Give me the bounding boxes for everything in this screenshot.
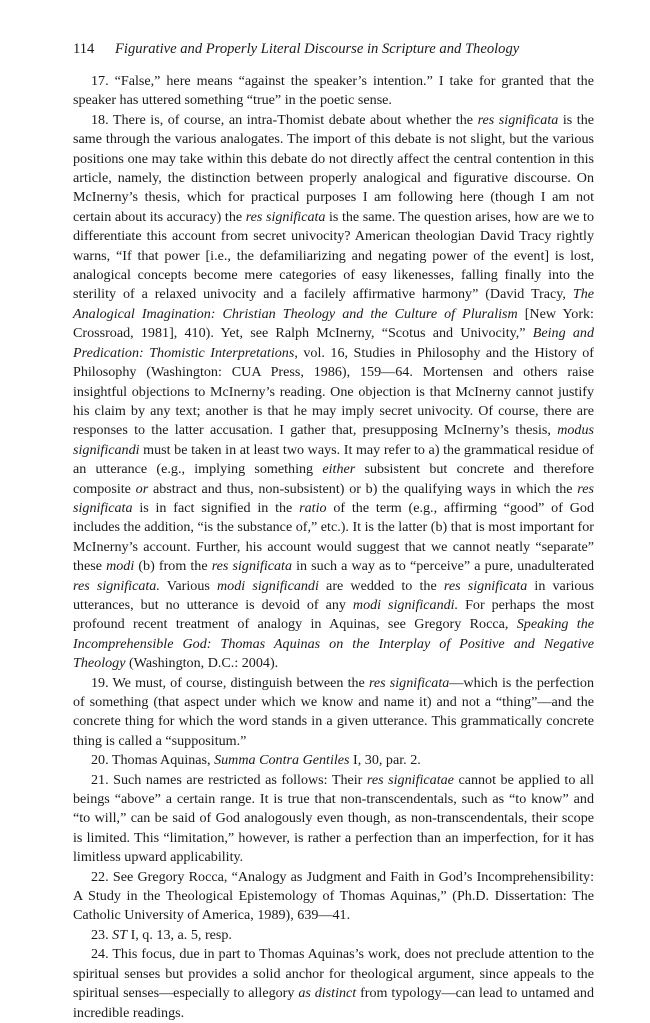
endnote-italic-text: either	[322, 461, 356, 478]
endnote-number: 23.	[91, 926, 109, 943]
endnote-italic-text: res significata	[245, 208, 326, 225]
endnote	[73, 674, 594, 752]
endnote-text: Thomas Aquinas,	[108, 752, 215, 769]
endnote-text: abstract and thus, non-subsistent) or b) the qualifying ways in which the	[148, 480, 578, 497]
endnote	[73, 868, 594, 926]
endnote-number: 24.	[91, 946, 109, 963]
endnote-italic-text: res significata	[443, 577, 528, 594]
endnote-italic-text: res significata	[73, 480, 594, 516]
endnote-italic-text: modus significandi	[73, 422, 594, 458]
endnote-italic-text: Speaking the Incomprehensible God: Thomas Aquinas on the Interplay of Positive and Negative Theology	[73, 616, 594, 672]
endnote-text: of the term (e.g., affirming “good” of God includes the addition, “is the substance of,” etc.). It is the latter (b) that is most important for McInerny’s account. Further, his account would suggest that we cannot neatly “separate” these	[73, 499, 594, 575]
endnote	[73, 771, 594, 868]
endnote-text: See Gregory Rocca, “Analogy as Judgment and Faith in God’s Incomprehensibility: A Study in the Theological Epistemology of Thomas Aquinas,” (Ph.D. Dissertation: The Catholic University of America, 1989), 639—41.	[73, 868, 594, 924]
endnote-text: Various	[159, 577, 217, 594]
endnote-text: are wedded to the	[318, 577, 444, 594]
endnote-number: 18.	[91, 111, 109, 128]
endnote-italic-text: res significata	[211, 558, 293, 575]
endnote-text: I, q. 13, a. 5, resp.	[127, 926, 232, 943]
endnote-italic-text: modi significandi	[217, 577, 319, 594]
endnote-text: is in fact signified in the	[132, 499, 300, 516]
endnote-italic-text: modi significandi.	[352, 596, 459, 613]
endnote-text: subsistent but concrete and therefore composite	[73, 461, 594, 497]
endnote-text: cannot be applied to all beings “above” a certain range. It is true that non-transcendentals, such as “to know” and “to will,” can be said of God analogously even though, as non-transcendentals, their scope is limited. This “limitation,” however, is rather a perfection than an imperfection, for it has limitless upward applicability.	[73, 771, 594, 866]
endnote-text: , vol. 16, Studies in Philosophy and the History of Philosophy (Washington: CUA Press, 1986), 159—64. Mortensen and others raise insightful objections to McInerny’s reading. One objection is that McInerny cannot justify his claim by any text; another is that he may imply secret univocity. Of course, there are responses to the latter accusation. I gather that, presupposing McInerny’s thesis,	[73, 344, 595, 439]
endnote-text: —which is the perfection of something (that aspect under which we know and name it) and not a “thing”—and the concrete thing for which the word stands in a given utterance. This grammatically concrete thing is called a “suppositum.”	[73, 674, 594, 749]
endnote-italic-text: modi	[106, 558, 135, 575]
endnote-text: (b) from the	[134, 558, 212, 575]
endnote-number: 19.	[91, 674, 109, 691]
endnote-text: I, 30, par. 2.	[349, 752, 421, 769]
endnote-text: This focus, due in part to Thomas Aquinas’s work, does not preclude attention to the spiritual senses but provides a solid anchor for theological argument, since appeals to the spiritual senses—especially to allegory	[73, 946, 594, 1002]
endnote-text: “False,” here means “against the speaker’s intention.” I take for granted that the speaker has uttered something “true” in the poetic sense.	[73, 73, 594, 109]
endnote-number: 22.	[91, 868, 109, 885]
endnote-italic-text: ratio	[299, 499, 327, 516]
endnote-italic-text: res significata.	[73, 577, 160, 594]
endnote-number: 20.	[91, 752, 109, 769]
endnote-italic-text: res significata	[368, 674, 450, 691]
endnote-italic-text: res significatae	[366, 771, 454, 788]
endnote-italic-text: Summa Contra Gentiles	[214, 752, 350, 769]
endnote	[73, 111, 594, 674]
endnote-text: is the same through the various analogates. The import of this debate is not slight, but the various positions one may take within this debate do not directly affect the central contention in this article, namely, the distinction between properly analogical and figurative discourse. On McInerny’s thesis, which for practical purposes I am following here (though I am not certain about its accuracy) the	[73, 111, 594, 225]
endnote-italic-text: as distinct	[298, 985, 357, 1002]
endnote-italic-text: Being and Predication: Thomistic Interpretations	[73, 325, 594, 361]
endnote-italic-text: The Analogical Imagination: Christian Theology and the Culture of Pluralism	[73, 286, 594, 322]
endnote-text: in such a way as to “perceive” a pure, unadulterated	[292, 558, 594, 575]
endnote-text: must be taken in at least two ways. It may refer to a) the grammatical residue of an utterance (e.g., implying something	[73, 441, 594, 478]
endnote-text: For perhaps the most profound recent treatment of analogy in Aquinas, see Gregory Rocca,	[73, 596, 594, 633]
endnote-text: We must, of course, distinguish between the	[108, 674, 369, 691]
endnote-text: in various utterances, but no utterance is devoid of any	[73, 577, 595, 613]
endnote-text: [New York: Crossroad, 1981], 410). Yet, see Ralph McInerny, “Scotus and Univocity,”	[73, 305, 594, 342]
running-head-title: Figurative and Properly Literal Discourse in Scripture and Theology	[115, 41, 520, 57]
endnote-text: Such names are restricted as follows: Their	[108, 771, 367, 788]
endnote	[73, 926, 594, 945]
endnote-number: 21.	[91, 771, 109, 788]
endnote-number: 17.	[91, 73, 109, 89]
page-number: 114	[73, 41, 95, 57]
endnotes	[73, 72, 594, 1023]
endnote-text: (Washington, D.C.: 2004).	[125, 655, 279, 672]
endnote-text: from typology—can lead to untamed and incredible readings.	[73, 985, 594, 1021]
endnote	[73, 945, 594, 1023]
running-head	[73, 40, 603, 58]
endnote-italic-text: ST	[112, 926, 128, 943]
endnote	[73, 72, 594, 111]
endnote-text: is the same. The question arises, how are we to differentiate this account from secret univocity? American theologian David Tracy rightly warns, “If that power [i.e., the defamiliarizing and negating power of the event] is lost, analogical concepts become mere categories of easy likenesses, falling finally into the sterility of a relaxed univocity and a facilely affirmative harmony” (David Tracy,	[73, 208, 594, 303]
endnote-text: There is, of course, an intra-Thomist debate about whether the	[108, 111, 478, 128]
endnote-italic-text: res significata	[477, 111, 559, 128]
endnote-italic-text: or	[135, 480, 149, 497]
endnote	[73, 751, 594, 770]
